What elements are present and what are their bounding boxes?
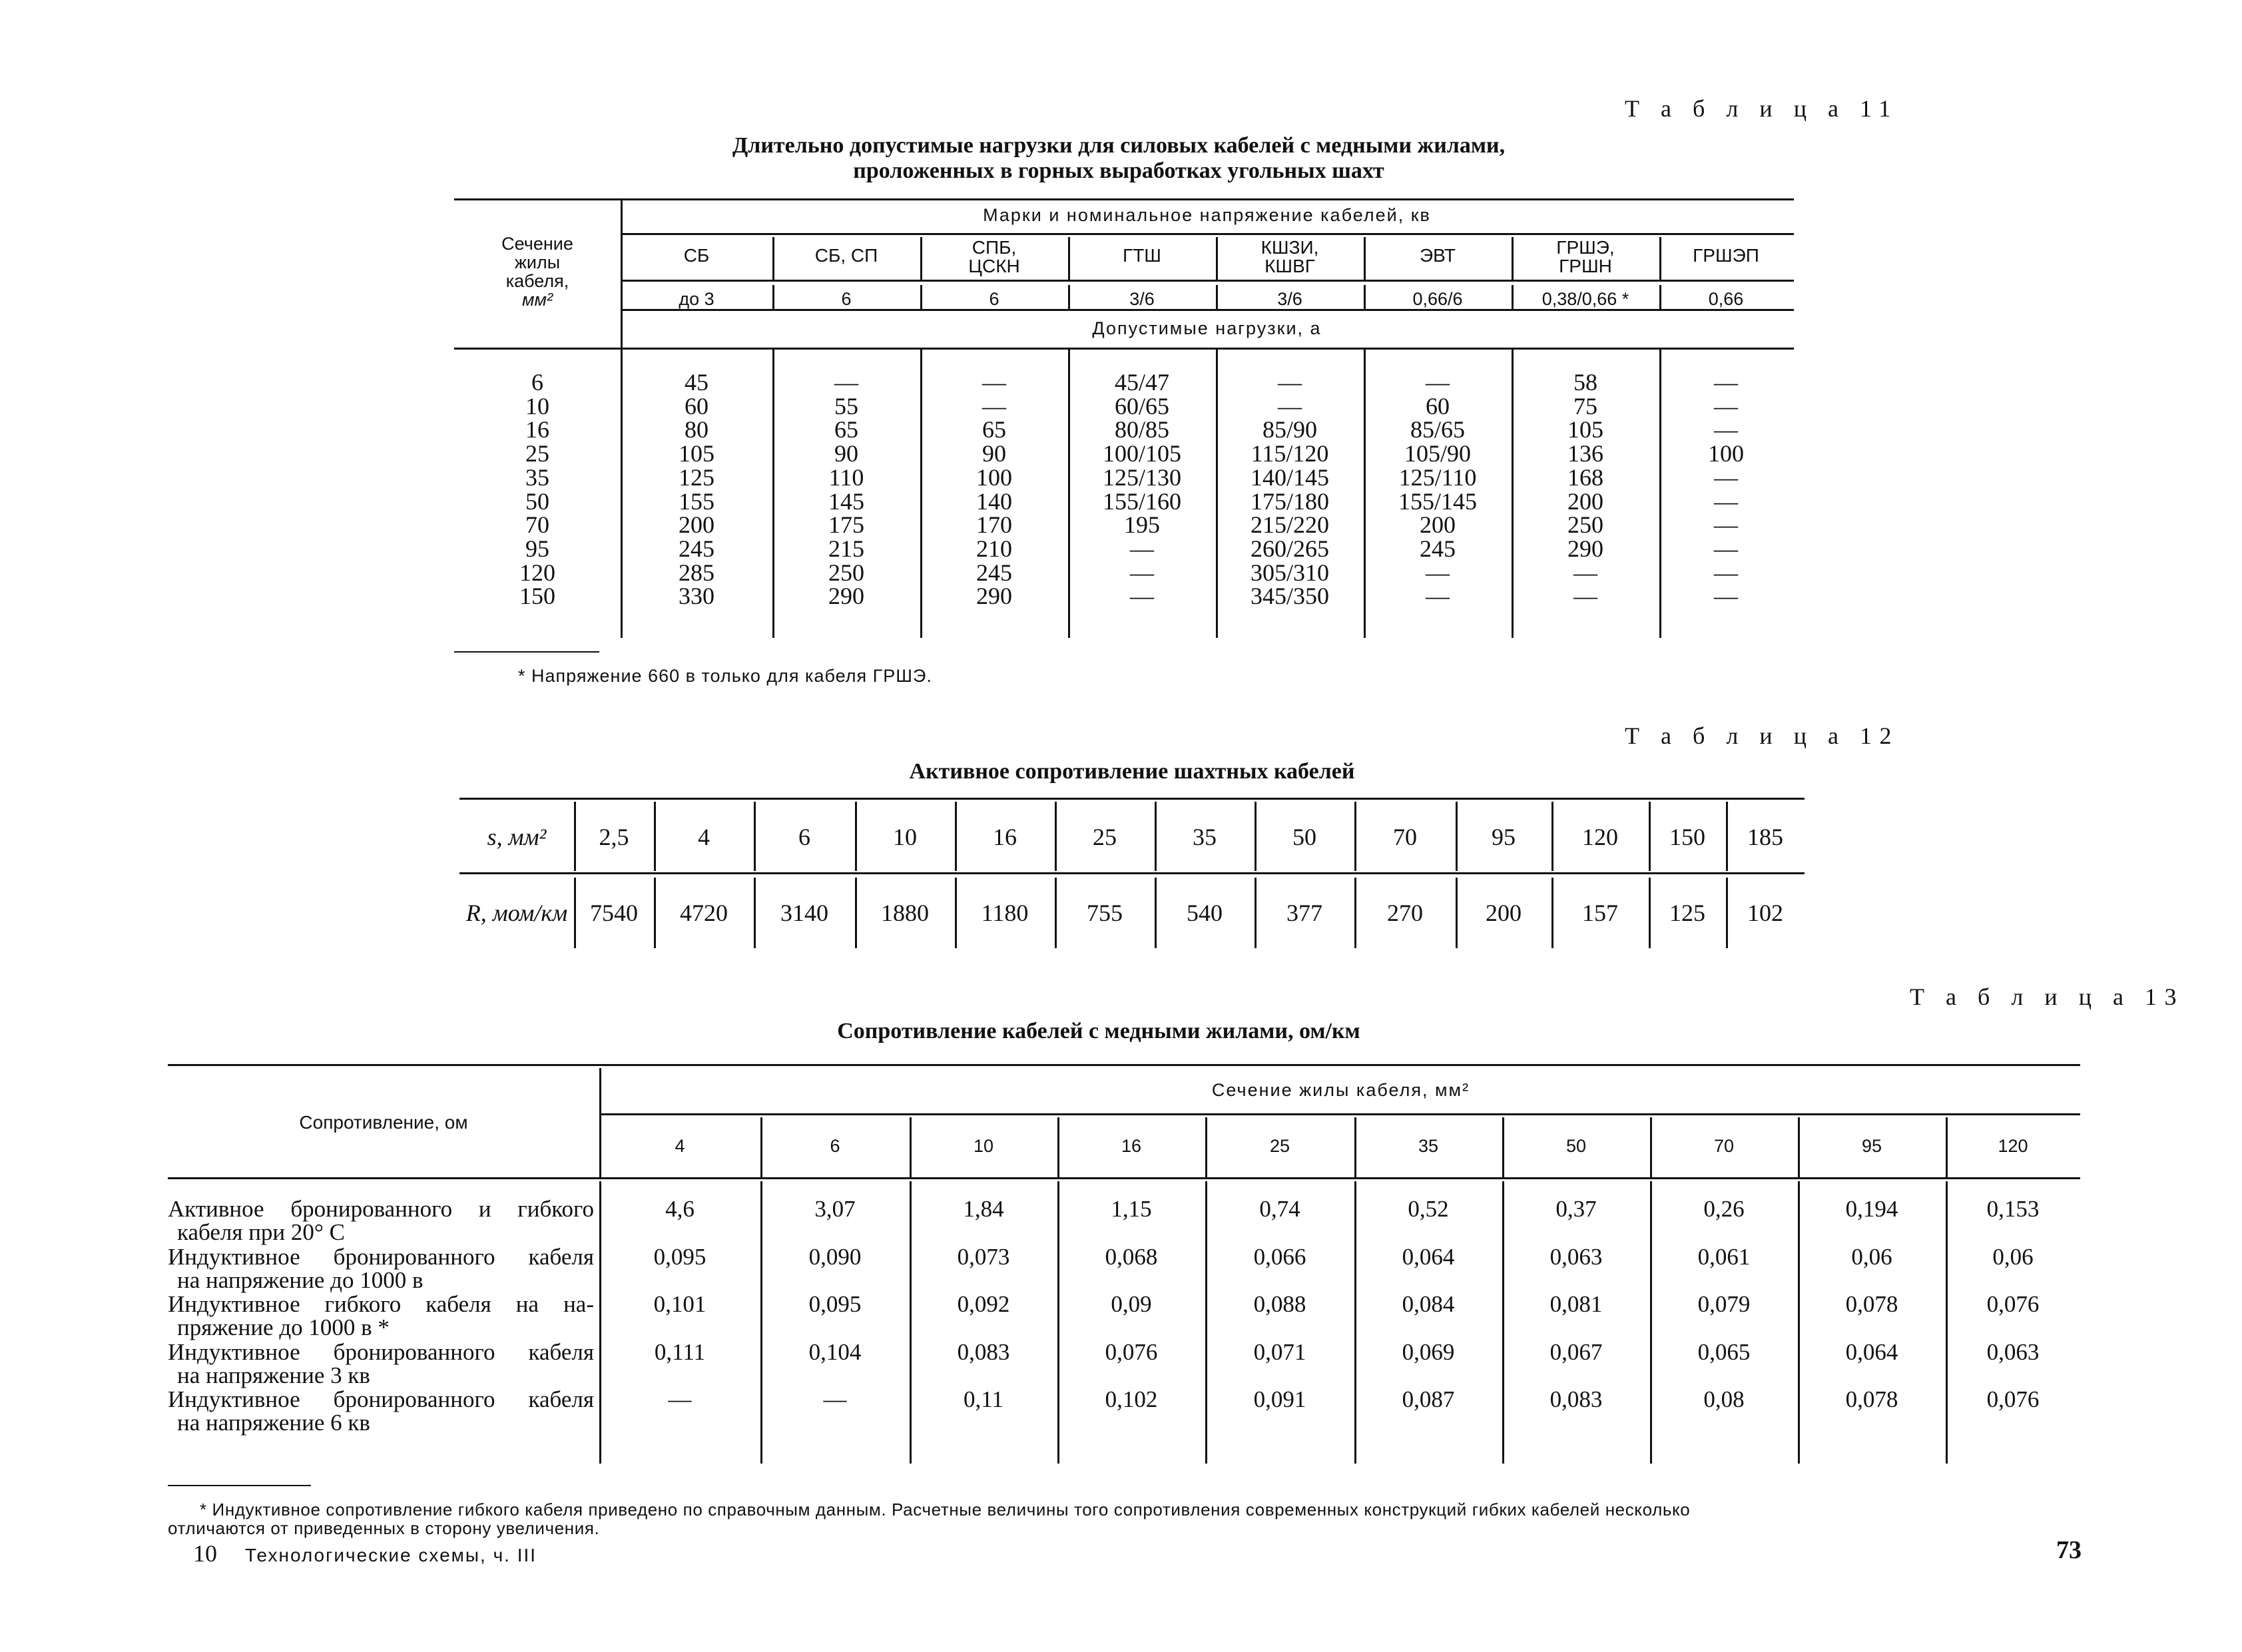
- table13-value: 0,087: [1402, 1386, 1455, 1413]
- table11-value: 110: [828, 463, 864, 491]
- table13-row-label: на напряжение 3 кв: [177, 1362, 370, 1388]
- table13-top-rule: [168, 1064, 2080, 1066]
- table11-column-divider: [1659, 237, 1661, 280]
- table11-value: —: [1278, 369, 1302, 396]
- table13-value: 0,194: [1845, 1196, 1898, 1222]
- table13-value: 0,069: [1402, 1338, 1455, 1365]
- table13-row-label: Индуктивное бронированного кабеля: [168, 1386, 594, 1413]
- table11-mark: СПБ,: [972, 237, 1017, 258]
- table13-value: 0,081: [1549, 1291, 1603, 1318]
- table11-value: 290: [976, 583, 1012, 610]
- table12-row1-label: s, мм²: [487, 824, 547, 850]
- table11-value: —: [1426, 583, 1450, 610]
- table11-value: 125: [679, 463, 714, 491]
- table13-value: 0,078: [1845, 1386, 1898, 1413]
- table13-row-label: Индуктивное бронированного кабеля: [168, 1243, 594, 1270]
- table12-r-value: 540: [1187, 900, 1223, 926]
- table13-value: 0,090: [808, 1243, 862, 1270]
- table11-label: Т а б л и ц а 11: [1625, 95, 1898, 122]
- table11-section: 70: [525, 511, 549, 539]
- table13-footnote-line2: отличаются от приведенных в сторону увеличения.: [168, 1518, 600, 1538]
- table11-value: 245: [1420, 535, 1456, 562]
- footer-left-number: 10: [193, 1540, 217, 1567]
- table13-section: 120: [1998, 1136, 2028, 1156]
- table11-value: 245: [976, 559, 1012, 586]
- table11-value: 155/145: [1398, 487, 1477, 515]
- table11-value: —: [834, 369, 858, 396]
- table13-column-divider: [910, 1117, 912, 1179]
- table11-value: —: [1278, 392, 1302, 419]
- table12-title: Активное сопротивление шахтных кабелей: [909, 759, 1355, 784]
- table13-value: —: [668, 1386, 692, 1413]
- table13-column-divider: [1205, 1181, 1207, 1464]
- table11-mark: ЭВТ: [1419, 245, 1456, 266]
- table11-value: 45/47: [1114, 369, 1169, 396]
- table11-value: —: [1130, 583, 1154, 610]
- table12-r-value: 1880: [881, 900, 929, 926]
- table11-value: 115/120: [1251, 440, 1329, 467]
- table13-column-divider: [1946, 1117, 1948, 1179]
- table11-value: —: [1573, 559, 1597, 586]
- table11-value: 215: [828, 535, 864, 562]
- table12-s-value: 120: [1582, 824, 1618, 850]
- table11-section: 50: [525, 487, 549, 515]
- table11-value: —: [1130, 559, 1154, 586]
- table12-s-value: 185: [1747, 824, 1783, 850]
- table11-subheader: Допустимые нагрузки, а: [1092, 318, 1322, 338]
- table11-value: 80: [685, 416, 708, 443]
- table11-value: —: [1714, 392, 1738, 419]
- table11-value: 85/90: [1262, 416, 1317, 443]
- table11-column-divider: [1512, 237, 1514, 280]
- table11-group-rule: [623, 233, 1794, 235]
- table13-value: 0,063: [1986, 1338, 2040, 1365]
- table13-value: 0,064: [1402, 1243, 1455, 1270]
- table11-value: 136: [1567, 440, 1603, 467]
- table11-voltage: до 3: [679, 289, 714, 309]
- table11-value: 200: [1420, 511, 1456, 539]
- table11-mark: ГРШЭП: [1693, 245, 1759, 266]
- table12-label: Т а б л и ц а 12: [1625, 722, 1900, 749]
- table11-value: 155: [679, 487, 714, 515]
- table12-r-value: 3140: [780, 900, 828, 926]
- table13-row-label: на напряжение до 1000 в: [177, 1266, 423, 1293]
- table13-section: 16: [1121, 1136, 1142, 1156]
- table13-value: 0,091: [1253, 1386, 1306, 1413]
- table13-value: 0,111: [654, 1338, 706, 1365]
- table11-value: —: [1426, 559, 1450, 586]
- table13-section: 25: [1269, 1136, 1290, 1156]
- table13-value: 0,74: [1259, 1196, 1300, 1222]
- table11-voltage: 0,66/6: [1412, 289, 1463, 309]
- table11-value: 170: [976, 511, 1012, 539]
- table13-value: 0,52: [1408, 1196, 1449, 1222]
- table11-value: 200: [1567, 487, 1603, 515]
- table13-header-bottom-rule: [168, 1177, 2080, 1179]
- table13-column-divider: [1502, 1181, 1504, 1464]
- table12-middle-rule: [459, 872, 1805, 874]
- table12-r-value: 270: [1387, 900, 1423, 926]
- table13-row-label: Индуктивное гибкого кабеля на на-: [168, 1291, 594, 1318]
- table11-mark: ГРШЭ,: [1556, 237, 1615, 258]
- table11-mark: ГТШ: [1123, 245, 1161, 266]
- table13-section: 70: [1713, 1136, 1735, 1156]
- table13-value: 0,104: [808, 1338, 862, 1365]
- table11-voltage: 0,38/0,66 *: [1541, 289, 1629, 309]
- table11-value: 58: [1573, 369, 1597, 396]
- table11-section: 95: [525, 535, 549, 562]
- table11-value: 140: [976, 487, 1012, 515]
- table11-column-divider: [1068, 285, 1070, 309]
- table13-row-label: на напряжение 6 кв: [177, 1410, 370, 1436]
- table11-voltage-rule: [623, 309, 1794, 311]
- table13-value: 0,095: [808, 1291, 862, 1318]
- table13-section: 6: [830, 1136, 840, 1156]
- table11-value: —: [1714, 583, 1738, 610]
- table13-column-divider: [1798, 1117, 1800, 1179]
- table12-r-value: 125: [1669, 900, 1705, 926]
- table11-value: —: [1714, 511, 1738, 539]
- table13-row-label: пряжение до 1000 в *: [177, 1314, 390, 1341]
- table11-value: 140/145: [1250, 463, 1329, 491]
- table11-value: 215/220: [1250, 511, 1329, 539]
- table13-value: 0,06: [1851, 1243, 1892, 1270]
- table13-value: 0,37: [1555, 1196, 1597, 1222]
- table13-column-divider: [1057, 1181, 1059, 1464]
- table11-row-header: Сечение: [501, 234, 573, 254]
- table11-value: 105: [679, 440, 714, 467]
- table13-column-divider: [1354, 1181, 1356, 1464]
- table13-value: 0,079: [1697, 1291, 1751, 1318]
- table13-section: 35: [1418, 1136, 1439, 1156]
- table12-s-value: 50: [1292, 824, 1316, 850]
- table13-column-divider: [910, 1181, 912, 1464]
- footer-left-text: Технологические схемы, ч. III: [245, 1545, 537, 1565]
- table11-value: —: [1714, 535, 1738, 562]
- table11-value: 168: [1567, 463, 1603, 491]
- table13-section: 4: [675, 1136, 685, 1156]
- footer-page-number: 73: [2056, 1536, 2082, 1564]
- table12-r-value: 755: [1087, 900, 1123, 926]
- table11-footnote-rule: [454, 651, 599, 653]
- table12-s-value: 70: [1393, 824, 1417, 850]
- table13-value: 4,6: [665, 1196, 695, 1222]
- table11-mark: СБ, СП: [814, 245, 878, 266]
- table11-footnote: * Напряжение 660 в только для кабеля ГРШЭ.: [518, 666, 932, 686]
- table13-column-divider: [1946, 1181, 1948, 1464]
- table11-value: 290: [1567, 535, 1603, 562]
- table11-voltage: 3/6: [1129, 289, 1155, 309]
- table13-value: 0,095: [653, 1243, 706, 1270]
- table11-value: —: [1714, 463, 1738, 491]
- table11-column-divider: [920, 285, 922, 309]
- table11-value: —: [1714, 369, 1738, 396]
- table13-value: 0,061: [1697, 1243, 1751, 1270]
- table13-value: 0,092: [957, 1291, 1010, 1318]
- table13-section: 95: [1861, 1136, 1882, 1156]
- table13-row-label: кабеля при 20° С: [177, 1219, 346, 1245]
- table11-value: 195: [1124, 511, 1160, 539]
- table11-value: 90: [982, 440, 1006, 467]
- table11-section: 35: [525, 463, 549, 491]
- table11-value: —: [982, 369, 1006, 396]
- table12-r-value: 7540: [590, 900, 638, 926]
- table13-value: 0,08: [1703, 1386, 1745, 1413]
- table11-value: 245: [679, 535, 714, 562]
- table13-column-divider: [1650, 1117, 1652, 1179]
- table11-value: 330: [679, 583, 714, 610]
- table11-value: —: [1714, 416, 1738, 443]
- table11-value: 305/310: [1250, 559, 1329, 586]
- table13-column-divider: [1205, 1117, 1207, 1179]
- table13-group-rule: [601, 1113, 2080, 1115]
- table11-row-header: кабеля,: [505, 271, 569, 291]
- table13-value: 0,088: [1253, 1291, 1306, 1318]
- table12-r-value: 102: [1747, 900, 1783, 926]
- table11-value: 250: [1567, 511, 1603, 539]
- table13-value: 0,064: [1845, 1338, 1898, 1365]
- table11-value: 155/160: [1102, 487, 1181, 515]
- table12-s-value: 25: [1093, 824, 1117, 850]
- table11-value: 60: [685, 392, 708, 419]
- table11-value: 45: [685, 369, 708, 396]
- table13-label: Т а б л и ц а 13: [1910, 983, 2185, 1010]
- table11-value: 105: [1567, 416, 1603, 443]
- table13-title-text: Сопротивление кабелей с медными жилами, ом/км: [837, 1019, 1360, 1043]
- table11-voltage: 3/6: [1277, 289, 1302, 309]
- table13-value: —: [823, 1386, 847, 1413]
- table12-s-value: 150: [1669, 824, 1705, 850]
- table13-value: 0,068: [1105, 1243, 1158, 1270]
- table13-value: 0,076: [1986, 1291, 2040, 1318]
- table13-value: 0,102: [1105, 1386, 1158, 1413]
- table11-column-divider: [920, 237, 922, 280]
- table11-mark: ГРШН: [1559, 256, 1612, 276]
- table11-voltage: 0,66: [1708, 289, 1744, 309]
- table13-value: 1,84: [963, 1196, 1004, 1222]
- table13-group-header: Сечение жилы кабеля, мм²: [1211, 1080, 1470, 1100]
- table13-value: 0,083: [1549, 1386, 1603, 1413]
- table11-value: 100/105: [1102, 440, 1181, 467]
- table13-column-divider: [1354, 1117, 1356, 1179]
- table11-value: —: [1573, 583, 1597, 610]
- table11-section: 10: [525, 392, 549, 419]
- table12-s-value: 2,5: [599, 824, 629, 850]
- table13-column-divider: [1798, 1181, 1800, 1464]
- table11-value: 290: [828, 583, 864, 610]
- table13-section: 10: [973, 1136, 994, 1156]
- table13-value: 0,083: [957, 1338, 1010, 1365]
- table12-s-value: 6: [798, 824, 810, 850]
- table11-value: 210: [976, 535, 1012, 562]
- table11-column-divider: [772, 285, 774, 309]
- table13-column-divider: [760, 1181, 762, 1464]
- table11-row-header: мм²: [521, 290, 553, 310]
- table13-value: 0,078: [1845, 1291, 1898, 1318]
- table12-r-value: 200: [1486, 900, 1522, 926]
- table12-r-value: 4720: [680, 900, 728, 926]
- table11-column-divider: [1364, 237, 1366, 280]
- table11-section: 150: [519, 583, 555, 610]
- table11-value: —: [1130, 535, 1154, 562]
- table13-column-divider: [1650, 1181, 1652, 1464]
- table11-mark: КШЗИ,: [1261, 237, 1319, 258]
- table11-value: 90: [834, 440, 858, 467]
- table13-value: 3,07: [814, 1196, 856, 1222]
- table11-value: 65: [834, 416, 858, 443]
- table12-r-value: 1180: [981, 900, 1029, 926]
- table11-value: —: [1714, 487, 1738, 515]
- table13-row-label: Активное бронированного и гибкого: [168, 1196, 594, 1222]
- table13-footnote-rule: [168, 1485, 311, 1486]
- table11-value: 60/65: [1114, 392, 1169, 419]
- table13-value: 0,076: [1986, 1386, 2040, 1413]
- table13-section: 50: [1565, 1136, 1587, 1156]
- table13-row-label: Индуктивное бронированного кабеля: [168, 1338, 594, 1365]
- table11-row-header: жилы: [514, 252, 561, 272]
- table13-column-divider: [1502, 1117, 1504, 1179]
- table11-mark: СБ: [683, 245, 710, 266]
- table11-value: —: [1714, 559, 1738, 586]
- table11-column-divider: [1216, 285, 1218, 309]
- table11-column-divider: [772, 237, 774, 280]
- table13-value: 0,084: [1402, 1291, 1455, 1318]
- table13-value: 0,066: [1253, 1243, 1306, 1270]
- table11-value: 345/350: [1250, 583, 1329, 610]
- table11-value: 60: [1426, 392, 1450, 419]
- table11-value: 175/180: [1250, 487, 1329, 515]
- table13-value: 0,067: [1549, 1338, 1603, 1365]
- table13-value: 0,09: [1111, 1291, 1152, 1318]
- table11-voltage: 6: [989, 289, 999, 309]
- table11-value: 80/85: [1114, 416, 1169, 443]
- table11-title-line2: проложенных в горных выработках угольных шахт: [853, 158, 1384, 183]
- table12-s-value: 10: [893, 824, 917, 850]
- table13-value: 0,153: [1986, 1196, 2040, 1222]
- table12-r-value: 377: [1286, 900, 1322, 926]
- table11-value: —: [982, 392, 1006, 419]
- table11-top-rule: [454, 198, 1794, 200]
- table13-column-divider: [599, 1181, 601, 1464]
- table11-value: 85/65: [1410, 416, 1465, 443]
- table13-value: 1,15: [1111, 1196, 1152, 1222]
- table11-header-bottom-rule: [454, 348, 1794, 350]
- table11-value: 55: [834, 392, 858, 419]
- table11-mark: КШВГ: [1264, 256, 1315, 276]
- table11-column-divider: [1659, 285, 1661, 309]
- table13-title: [599, 1019, 1598, 1044]
- table11-mark: ЦСКН: [968, 256, 1020, 276]
- table11-value: 260/265: [1250, 535, 1329, 562]
- table11-section: 16: [525, 416, 549, 443]
- table12-s-value: 95: [1492, 824, 1516, 850]
- table11-column-divider: [1364, 285, 1366, 309]
- table11-value: 125/110: [1398, 463, 1477, 491]
- table11-voltage: 6: [841, 289, 852, 309]
- table13-column-divider: [1057, 1117, 1059, 1179]
- table11-mark-rule: [623, 280, 1794, 282]
- table11-column-divider: [1216, 237, 1218, 280]
- table11-value: 125/130: [1102, 463, 1181, 491]
- table13-value: 0,071: [1253, 1338, 1306, 1365]
- table11-value: —: [1426, 369, 1450, 396]
- table11-group-header: Марки и номинальное напряжение кабелей, кв: [983, 205, 1431, 225]
- table11-value: 65: [982, 416, 1006, 443]
- table11-value: 100: [1708, 440, 1744, 467]
- table13-column-divider: [760, 1117, 762, 1179]
- table13-value: 0,101: [653, 1291, 706, 1318]
- table11-column-divider: [1512, 285, 1514, 309]
- table13-footnote-line1: * Индуктивное сопротивление гибкого кабеля приведено по справочным данным. Расчетные величины того сопротивления современных конструкций гибких кабелей несколько: [200, 1500, 1691, 1519]
- table12-s-value: 35: [1193, 824, 1217, 850]
- table13-value: 0,073: [957, 1243, 1010, 1270]
- table12-row2-label: R, мом/км: [465, 900, 568, 926]
- table12-s-value: 4: [698, 824, 710, 850]
- table11-column-divider: [1068, 237, 1070, 280]
- table13-value: 0,11: [964, 1386, 1003, 1413]
- table11-section: 120: [519, 559, 555, 586]
- table11-title-line1: Длительно допустимые нагрузки для силовых кабелей с медными жилами,: [732, 133, 1506, 158]
- table13-value: 0,26: [1703, 1196, 1745, 1222]
- table11-section: 25: [525, 440, 549, 467]
- table11-section: 6: [531, 369, 543, 396]
- table11-value: 75: [1573, 392, 1597, 419]
- table12-r-value: 157: [1582, 900, 1618, 926]
- table11-value: 200: [679, 511, 714, 539]
- table13-value: 0,065: [1697, 1338, 1751, 1365]
- table11-value: 250: [828, 559, 864, 586]
- table11-value: 105/90: [1404, 440, 1471, 467]
- table13-value: 0,063: [1549, 1243, 1603, 1270]
- table12-top-rule: [459, 798, 1805, 800]
- table11-value: 175: [828, 511, 864, 539]
- table11-value: 285: [679, 559, 714, 586]
- table11-value: 145: [828, 487, 864, 515]
- table12-s-value: 16: [993, 824, 1017, 850]
- table11-value: 100: [976, 463, 1012, 491]
- table13-value: 0,076: [1105, 1338, 1158, 1365]
- table13-row-header: Сопротивление, ом: [299, 1112, 468, 1133]
- table13-value: 0,06: [1992, 1243, 2034, 1270]
